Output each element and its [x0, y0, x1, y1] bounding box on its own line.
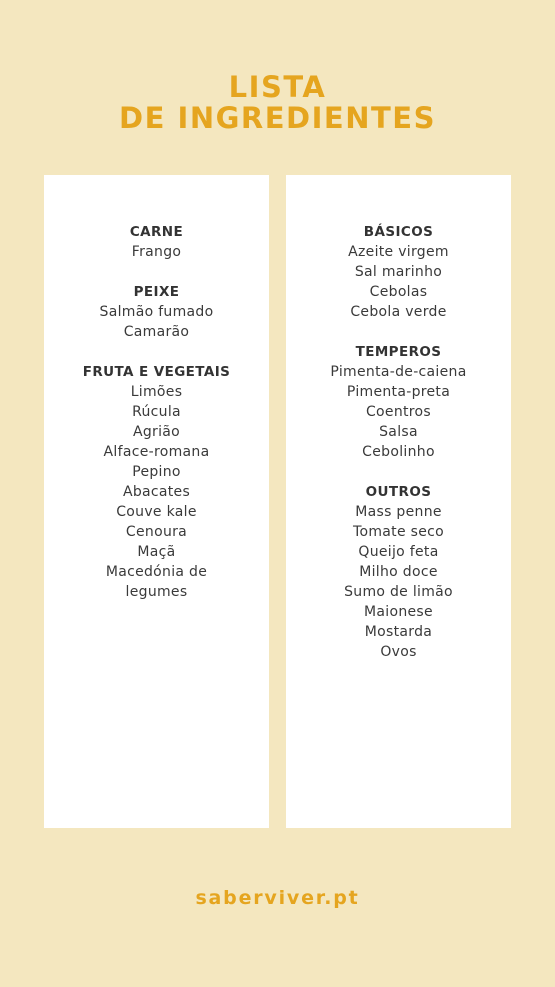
list-item: Alface-romana: [103, 444, 210, 460]
ingredient-list: [44, 242, 269, 262]
section-outros: [286, 482, 511, 662]
list-item: Maçã: [137, 544, 176, 560]
section-heading: BÁSICOS: [363, 224, 434, 240]
list-item: Cebolas: [369, 284, 428, 300]
section-heading: CARNE: [129, 224, 184, 240]
footer-site-link[interactable]: saberviver.pt: [195, 887, 360, 909]
section-temperos: [286, 342, 511, 462]
section-carne: [44, 222, 269, 262]
title-line-1: LISTA: [228, 70, 327, 104]
ingredient-list: [286, 242, 511, 322]
left-column: [44, 222, 269, 622]
list-item: Sal marinho: [354, 264, 443, 280]
section-heading: TEMPEROS: [355, 344, 442, 360]
ingredient-list: [44, 302, 269, 342]
list-item: Camarão: [123, 324, 190, 340]
section-heading: FRUTA E VEGETAIS: [82, 364, 231, 380]
list-item: Couve kale: [116, 504, 197, 520]
title-line-2: DE INGREDIENTES: [119, 101, 436, 135]
list-item: Pimenta-preta: [346, 384, 451, 400]
list-item: Macedónia de legumes: [105, 564, 208, 600]
list-item: Cebolinho: [362, 444, 435, 460]
ingredient-list: [286, 502, 511, 662]
list-item: Cebola verde: [350, 304, 447, 320]
list-item: Salsa: [379, 424, 418, 440]
section-heading: OUTROS: [365, 484, 432, 500]
list-item: Maionese: [364, 604, 433, 620]
list-item: Rúcula: [132, 404, 181, 420]
list-item: Mass penne: [355, 504, 442, 520]
list-item: Sumo de limão: [344, 584, 453, 600]
list-item: Azeite virgem: [348, 244, 449, 260]
list-item: Ovos: [380, 644, 417, 660]
list-item: Tomate seco: [353, 524, 444, 540]
section-fruta-e-vegetais: [44, 362, 269, 602]
list-item: Coentros: [365, 404, 432, 420]
section-peixe: [44, 282, 269, 342]
list-item: Frango: [131, 244, 182, 260]
ingredient-list: [44, 382, 269, 602]
list-item: Mostarda: [364, 624, 433, 640]
list-item: Milho doce: [359, 564, 438, 580]
list-item: Salmão fumado: [99, 304, 214, 320]
list-item: Queijo feta: [358, 544, 439, 560]
list-item: Cenoura: [125, 524, 188, 540]
ingredient-list: [286, 362, 511, 462]
list-item: Pimenta-de-caiena: [330, 364, 467, 380]
list-item: Limões: [130, 384, 183, 400]
list-item: Pepino: [132, 464, 181, 480]
page-title: [0, 72, 555, 134]
section-basicos: [286, 222, 511, 322]
list-item: Agrião: [132, 424, 181, 440]
section-heading: PEIXE: [133, 284, 180, 300]
list-item: Abacates: [122, 484, 191, 500]
right-column: [286, 222, 511, 682]
